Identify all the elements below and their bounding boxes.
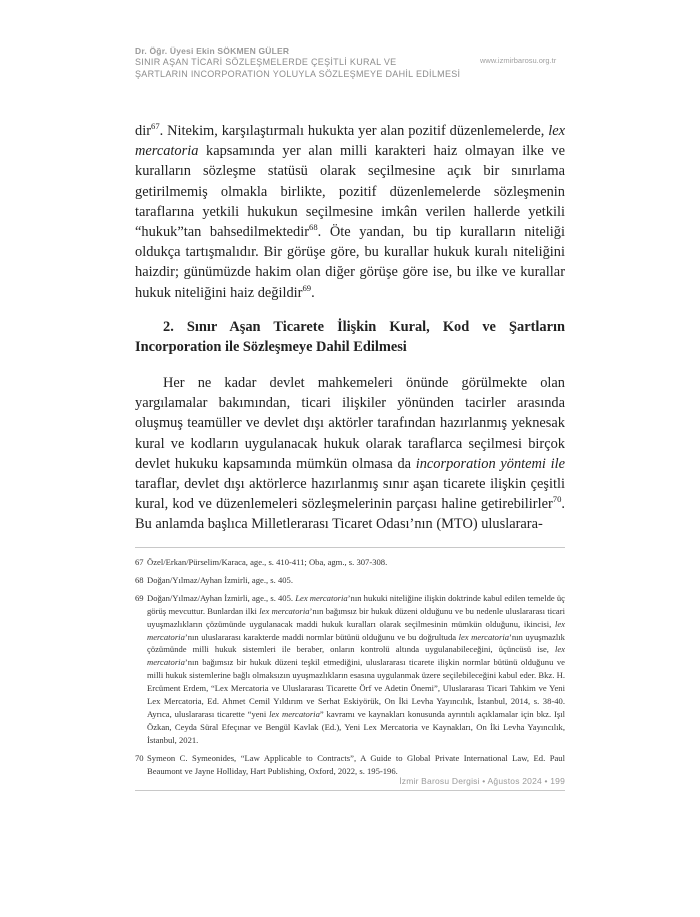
text-run: ’nın uyuşmazlık çözümünde milli hukuk sistemleri ile beraber, onların kontrolü altında uygulanabileceğini, üçüncüsü ise, [147, 631, 565, 655]
italic-term: lex mercatoria [147, 644, 565, 668]
italic-term: lex mercatoria [259, 605, 310, 616]
text-run: . Öte yandan, bu tip kuralların niteliği oldukça tartışmalıdır. Bir görüşe göre, bu kurallar hukuk kuralı niteliğini haizdir; günümüzde hakim olan diğer görüşe göre ise, bu ilke ve kurallar hukuk niteliğini haiz değildir [135, 224, 565, 301]
footnote-divider [135, 547, 565, 548]
italic-term: incorporation yöntemi ile [415, 455, 565, 472]
footnote-ref-67[interactable]: 67 [151, 121, 160, 132]
article-title-line-1: SINIR AŞAN TİCARİ SÖZLEŞMELERDE ÇEŞİTLİ KURAL VE [135, 57, 397, 67]
text-run: ’nın hukuki niteliğine ilişkin doktrinde kabul edilen temelde üç görüş mevcuttur. Bunlardan ilki [147, 592, 565, 616]
footnote-ref-68[interactable]: 68 [309, 222, 318, 233]
footnote-68 [135, 574, 565, 587]
italic-term: lex mercatoria [458, 631, 510, 642]
footnote-number: 69 [135, 592, 144, 603]
text-run: taraflar, devlet dışı aktörlerce hazırlanmış sınır aşan ticarete ilişkin çeşitli kural, kod ve düzenlemeleri sözleşmelerinin parçası haline getirebilirler [135, 476, 565, 513]
footnote-ref-70[interactable]: 70 [552, 494, 562, 505]
footnote-text [147, 592, 565, 747]
body-paragraph-1 [135, 121, 565, 303]
footnote-69 [135, 592, 565, 747]
website-link[interactable]: www.izmirbarosu.org.tr [480, 56, 557, 65]
footnote-text: Doğan/Yılmaz/Ayhan İzmirli, age., s. 405. [147, 574, 293, 585]
author-name: Dr. Öğr. Üyesi Ekin SÖKMEN GÜLER [135, 46, 290, 56]
italic-term: lex mercatoria [147, 618, 565, 642]
footer-divider [135, 790, 565, 791]
text-run: dir [135, 123, 151, 139]
text-run: ” kavramı ve kaynakları konusunda ayrıntılı açıklamalar için bkz. Işıl Özkan, Ceyda Süral Efeçınar ve Bengül Kavlak (Ed.), Yeni Lex Mercatoria ve Kaynakları, On İki Levha Yayıncılık, İstanbul, 2021. [147, 708, 565, 745]
text-run: kapsamında yer alan milli karakteri haiz olmayan ilke ve kuralların sözleşme statüsü olarak seçilmesine açık bir sınırlama getirilmemiş olmakla birlikte, pozitif düzenlemelerde sözleşmenin taraflarına yetkili hukukun seçilmesine imkân verilen hallerde yetkili “hukuk”tan bahsedilmektedir [135, 143, 565, 241]
text-run: ’nın bağımsız bir hukuk düzeni olduğunu ve bu nedenle uluslararası ticari uyuşmazlıkların çözümünde uygulanacak maddi hukuk kuralları olarak seçilmesinin mümkün olduğunu, ikincisi, [147, 605, 566, 629]
footnote-text: Özel/Erkan/Pürselim/Karaca, age., s. 410-411; Oba, agm., s. 307-308. [147, 557, 388, 567]
italic-term: lex mercatoria [135, 123, 565, 160]
text-run: . Bu anlamda başlıca Milletlerarası Ticaret Odası’nın (MTO) uluslarara- [135, 496, 565, 533]
footnote-number: 67 [135, 557, 144, 567]
footnote-67 [135, 556, 565, 569]
italic-term: Lex mercatoria [295, 592, 348, 603]
text-run: Her ne kadar devlet mahkemeleri önünde görülmekte olan yargılamalar bakımından, ticari ilişkiler yönünden tacirler arasında oluşmuş teamüller ve devlet dışı aktörler tarafından hazırlanmış yeknesak kural ve kodların uygulanacak hukuk olarak taraflarca seçilmesi birçok devlet hukuku kapsamında mümkün olmasa da [135, 375, 565, 472]
page-footer: İzmir Barosu Dergisi • Ağustos 2024 • 199 [399, 776, 565, 786]
article-title-line-2: ŞARTLARIN INCORPORATION YOLUYLA SÖZLEŞMEYE DAHİL EDİLMESİ [135, 69, 461, 79]
section-number: 2. [163, 319, 174, 335]
text-run: ’nın uluslararası karakterde maddi normlar bütünü olduğunu ve bu doğrultuda [184, 631, 459, 642]
text-run: ’nın bağımsız bir hukuk düzeni teşkil etmediğini, uluslararası ticarete ilişkin normlar bütünü olduğunu ve milli hukuk sistemlerine bağlı olmaksızın uyuşmazlıkların esasına uygulanmak üzere seçilebileceğini kabul eder. Bkz. H. Ercüment Erdem, “Lex Mercatoria ve Uluslararası Ticarette Örf ve Adetin Önemi”, Uluslararası Ticari Tahkim ve Yeni Lex Mercatoria, Ed. Ahmet Cemil Yıldırım ve Serhat Eskiyörük, On İki Levha Yayıncılık, İstanbul, 2014, s. 38-40. Ayrıca, uluslararası ticarette “yeni [147, 657, 565, 719]
italic-term: lex mercatoria [269, 708, 320, 719]
footnote-70 [135, 752, 565, 778]
text-run: Doğan/Yılmaz/Ayhan İzmirli, age., s. 405. [147, 592, 296, 603]
text-run: . [311, 284, 315, 301]
footnotes [135, 556, 565, 783]
section-title: Sınır Aşan Ticarete İlişkin Kural, Kod ve Şartların Incorporation ile Sözleşmeye Dahil Edilmesi [135, 319, 565, 355]
section-heading [135, 317, 565, 357]
body-paragraph-2 [135, 373, 565, 535]
text-run: . Nitekim, karşılaştırmalı hukukta yer alan pozitif düzenlemelerde, [159, 123, 549, 139]
footnote-number: 70 [135, 752, 144, 763]
footnote-number: 68 [135, 574, 144, 585]
footnote-ref-69[interactable]: 69 [302, 282, 312, 293]
footnote-text: Symeon C. Symeonides, “Law Applicable to Contracts”, A Guide to Global Private International Law, Ed. Paul Beaumont ve Jayne Holliday, Hart Publishing, Oxford, 2022, s. 195-196. [147, 752, 565, 776]
